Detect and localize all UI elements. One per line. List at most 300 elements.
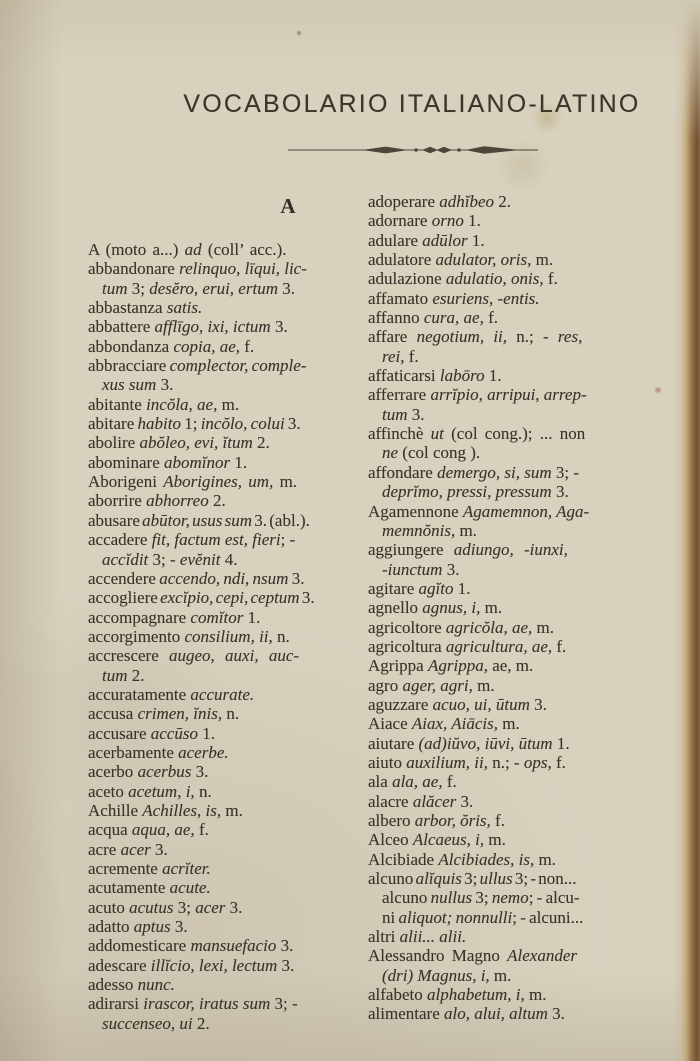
latin-text: evĕnit [179, 549, 225, 569]
italian-text: 4. [224, 549, 238, 569]
italian-text: alcuno [382, 888, 431, 908]
italian-text: 3; [131, 278, 150, 298]
italian-text: alfabeto [368, 985, 427, 1005]
dictionary-entry-line [368, 308, 668, 327]
latin-text: augeo, auxi, auc- [169, 646, 300, 666]
latin-text: incŏlo, colui [200, 414, 288, 434]
latin-text: habito [137, 414, 185, 434]
italian-text: f. [240, 336, 255, 356]
latin-text: ne [382, 443, 403, 463]
italian-text: accrescere [88, 646, 170, 666]
italian-text: 3; [177, 897, 196, 917]
dictionary-entry-line [368, 405, 668, 424]
latin-text: succenseo, ui [102, 1013, 197, 1033]
italian-text: abbattere [88, 317, 155, 337]
italian-text: agitare [368, 578, 419, 598]
italian-text: abusare [88, 510, 143, 530]
latin-text: excĭpio, cepi, ceptum [160, 588, 302, 608]
italian-text: ; - alcuni... [512, 907, 584, 927]
italian-text: abominare [88, 452, 164, 472]
dictionary-entry-line [88, 762, 377, 781]
italian-text: accorgimento [88, 626, 185, 646]
dictionary-entry-line [368, 946, 668, 965]
latin-text: ops, [523, 752, 552, 772]
latin-text: acer [120, 839, 156, 859]
italian-text: accadere [88, 530, 152, 550]
dictionary-entry-line [88, 685, 377, 704]
italian-text: 3. [160, 375, 174, 395]
italian-text: aborrire [88, 491, 147, 511]
italian-text: (col cong.); ... non [451, 424, 586, 444]
dictionary-entry-line [368, 869, 668, 888]
page-title: VOCABOLARIO ITALIANO-LATINO [183, 90, 641, 118]
italian-text: 3. [301, 588, 315, 608]
italian-text: Alcibiade [368, 849, 439, 869]
italian-text: m. [534, 849, 556, 869]
italian-text: 1. [247, 607, 261, 627]
left-column [88, 240, 377, 1033]
latin-text: Achilles, is, [142, 800, 222, 820]
dictionary-entry-line [368, 231, 668, 250]
dictionary-entry-line [88, 317, 377, 336]
dictionary-entry-line [88, 569, 377, 588]
dictionary-entry-line [88, 337, 377, 356]
latin-text: comĭtor [190, 607, 248, 627]
latin-text: relinquo, līqui, lic- [179, 259, 307, 279]
dictionary-entry-line [88, 627, 377, 646]
dictionary-entry-line [368, 424, 668, 443]
italian-text: accusa [88, 704, 138, 724]
italian-text: 3; - [274, 994, 298, 1014]
latin-text: Alcaeus, i, [412, 830, 485, 850]
italian-text: n.; - [507, 327, 558, 347]
dictionary-entry-line [88, 820, 377, 839]
latin-text: adiungo, -iunxi, [453, 540, 568, 560]
latin-text: aliquot; nonnulli [398, 907, 513, 927]
italian-text: 3; - non... [514, 869, 577, 889]
latin-text: orno [431, 211, 469, 231]
latin-text: acer [195, 897, 230, 917]
italian-text: accendere [88, 568, 160, 588]
latin-text: illĭcio, lexi, lectum [150, 955, 282, 975]
italian-text: 2. [257, 433, 270, 453]
latin-text: ut [430, 424, 452, 444]
latin-text: agricŏla, ae, [445, 617, 533, 637]
italian-text: affare [368, 327, 417, 347]
latin-text: labōro [439, 366, 489, 386]
italian-text: adulazione [368, 269, 446, 289]
italian-text: ; - alcu- [528, 888, 580, 908]
dictionary-entry-line [368, 714, 668, 733]
italian-text: alimentare [368, 1004, 444, 1024]
dictionary-entry-line [368, 211, 668, 230]
italian-text: accogliere [88, 588, 161, 608]
italian-text: 3. [274, 317, 288, 337]
latin-text: acetum, i, [128, 781, 195, 801]
latin-text: abhorreo [146, 491, 213, 511]
italian-text: n. [222, 704, 240, 724]
italian-text: accompagnare [88, 607, 191, 627]
dictionary-entry-line [368, 385, 668, 404]
italian-text: alcuno [368, 869, 416, 889]
dictionary-entry-line [88, 917, 377, 936]
italian-text: Aborigeni [88, 472, 164, 492]
dictionary-entry-line [88, 801, 377, 820]
dictionary-entry-line [368, 598, 668, 617]
latin-text: ala, ae, [392, 772, 443, 792]
italian-text: m. [221, 800, 243, 820]
italian-text: abolire [88, 433, 140, 453]
latin-text: auxilium, ii, [406, 752, 488, 772]
italian-text: (coll’ acc.). [201, 240, 287, 259]
italian-text: acerbo [88, 762, 138, 782]
latin-text: incŏla, ae, [146, 394, 218, 414]
italian-text: 3; [475, 888, 492, 908]
dictionary-entry-line [368, 521, 668, 540]
dictionary-entry-line [88, 782, 377, 801]
latin-text: res, [557, 327, 583, 347]
italian-text: m. [472, 675, 495, 695]
italian-text: ala [368, 772, 393, 792]
italian-text: adescare [88, 955, 151, 975]
italian-text: adulatore [368, 250, 436, 270]
dictionary-entry-line [368, 734, 668, 753]
dictionary-entry-line [368, 656, 668, 675]
italian-text: 3. (abl.). [254, 510, 310, 530]
italian-text: 1. [234, 452, 248, 472]
dictionary-entry-line [368, 1004, 668, 1023]
latin-text: tum [102, 278, 132, 298]
italian-text: f. [543, 269, 558, 289]
latin-text: acute. [169, 878, 211, 898]
italian-text: adoperare [368, 192, 440, 211]
latin-text: adhĭbeo [439, 192, 499, 211]
latin-text: adūlor [422, 230, 472, 250]
italian-text: 3. [195, 762, 209, 782]
italian-text: abitante [88, 394, 147, 414]
dictionary-entry-line [88, 724, 377, 743]
italian-text: agricoltore [368, 617, 446, 637]
italian-text: 1. [471, 230, 485, 250]
italian-text: agnello [368, 598, 423, 618]
italian-text: abbandonare [88, 259, 180, 279]
latin-text: agricultura, ae, [445, 636, 553, 656]
dictionary-entry-line [88, 878, 377, 897]
italian-text: acqua [88, 820, 132, 840]
dictionary-entry-line [88, 550, 377, 569]
dictionary-entry-line [88, 511, 377, 530]
latin-text: esuriens, -entis. [432, 288, 540, 308]
latin-text: deprĭmo, pressi, pressum [382, 482, 556, 502]
dictionary-entry-line [368, 695, 668, 714]
latin-text: nunc. [137, 975, 175, 995]
italian-text: 3. [155, 839, 168, 859]
italian-text: abitare [88, 414, 138, 434]
italian-text: m. [524, 985, 547, 1005]
latin-text: abŏleo, evi, ĭtum [139, 433, 258, 453]
italian-text: altri [368, 927, 400, 947]
italian-text: m. [217, 394, 240, 414]
latin-text: fit, factum est, fieri [151, 530, 281, 550]
latin-text: agĭto [418, 578, 458, 598]
italian-text: Achille [88, 800, 143, 820]
italian-text: albero [368, 811, 415, 830]
italian-text: f. [483, 308, 498, 328]
italian-text: 3. [287, 414, 301, 434]
dictionary-entry-line [88, 530, 377, 549]
italian-text: accuratamente [88, 684, 191, 704]
latin-text: accendo, ndi, nsum [159, 568, 292, 588]
latin-text: Alcibiades, is, [438, 849, 535, 869]
dictionary-entry-line [88, 840, 377, 859]
latin-text: aqua, ae, [131, 820, 195, 840]
italian-text: accusare [88, 723, 151, 743]
italian-text: 3. [411, 404, 425, 424]
latin-text: copia, ae, [173, 336, 241, 356]
italian-text: 3; - [555, 462, 580, 482]
latin-text: xus sum [102, 375, 161, 395]
latin-text: tum [382, 404, 412, 424]
latin-text: Alexander [507, 946, 578, 966]
italian-text: 1. [488, 366, 502, 386]
italian-text: 1. [468, 211, 481, 231]
italian-text: 3. [229, 897, 243, 917]
latin-text: ad [184, 240, 202, 259]
dictionary-entry-line [368, 502, 668, 521]
italian-text: acutamente [88, 878, 170, 898]
italian-text: Alessandro Magno [368, 946, 508, 966]
italian-text: afferrare [368, 385, 431, 405]
dictionary-entry-line [88, 259, 377, 278]
italian-text: m. [489, 965, 512, 985]
italian-text: Alceo [368, 830, 413, 850]
italian-text: f. [194, 820, 209, 840]
italian-text: 3. [534, 694, 547, 714]
dictionary-entry-line [368, 463, 668, 482]
latin-text: (ad)iŭvo, iūvi, ūtum [418, 733, 557, 753]
dictionary-entry-line [368, 985, 668, 1004]
italian-text: 2. [212, 491, 226, 511]
dictionary-entry-line [88, 472, 377, 491]
italian-text: f. [442, 772, 457, 792]
latin-text: abomĭnor [164, 452, 235, 472]
dictionary-entry-line [88, 608, 377, 627]
latin-text: cura, ae, [423, 308, 484, 328]
latin-text: negotium, ii, [416, 327, 508, 347]
italian-text: 1. [457, 578, 471, 598]
latin-text: (dri) Magnus, i, [382, 965, 490, 985]
latin-text: ager, agri, [402, 675, 473, 695]
latin-text: rei, [382, 346, 405, 366]
italian-text: ; - [280, 530, 296, 550]
italian-text: n.; - [487, 752, 524, 772]
dictionary-entry-line [368, 540, 668, 559]
latin-text: Aborigines, um, [163, 472, 274, 492]
italian-text: A (moto a...) [88, 240, 185, 259]
italian-text: abbondanza [88, 336, 174, 356]
italian-text: aiutare [368, 733, 419, 753]
dictionary-entry-line [88, 1014, 377, 1033]
italian-text: ni [382, 907, 399, 927]
italian-text: ae, m. [487, 656, 534, 676]
italian-text: Agrippa [368, 656, 428, 676]
italian-text: aguzzare [368, 694, 433, 714]
italian-text: m. [531, 250, 554, 270]
dictionary-entry-line [88, 994, 377, 1013]
latin-text: alphabetum, i, [427, 985, 525, 1005]
dictionary-entry-line [368, 482, 668, 501]
dictionary-entry-line [368, 192, 668, 211]
italian-text: f. [551, 752, 566, 772]
dictionary-entry-line [368, 850, 668, 869]
dictionary-entry-line [88, 453, 377, 472]
italian-text: alacre [368, 791, 413, 811]
dictionary-entry-line [368, 250, 668, 269]
latin-text: -iunctum [382, 559, 447, 579]
italian-text: adornare [368, 211, 432, 231]
dictionary-entry-line [368, 772, 668, 791]
dictionary-entry-line [368, 927, 668, 946]
latin-text: memnŏnis, [382, 520, 456, 540]
divider-ornament-icon [288, 143, 538, 162]
dictionary-entry-line [88, 279, 377, 298]
italian-text: 2. [196, 1013, 210, 1033]
dictionary-entry-line [88, 666, 377, 685]
dictionary-entry-line [368, 327, 668, 346]
italian-text: f. [404, 346, 419, 366]
latin-text: arbor, ŏris, [414, 811, 491, 830]
latin-text: alii... alii. [399, 927, 467, 947]
italian-text: acre [88, 839, 121, 859]
dictionary-entry-line [88, 859, 377, 878]
latin-text: adulatio, onis, [445, 269, 544, 289]
latin-text: acerbus [137, 762, 196, 782]
latin-text: alăcer [412, 791, 461, 811]
dictionary-entry-line [88, 956, 377, 975]
italian-text: f. [490, 811, 505, 830]
latin-text: irascor, iratus sum [143, 994, 275, 1014]
italian-text: 3; [464, 869, 480, 889]
dictionary-entry-line [88, 588, 377, 607]
latin-text: acerbe. [178, 742, 229, 762]
italian-text: (col cong ). [402, 443, 481, 463]
latin-text: arrĭpio, arripui, arrep- [430, 385, 587, 405]
dictionary-entry-line [368, 637, 668, 656]
dictionary-entry-line [88, 704, 377, 723]
italian-text: affamato [368, 288, 433, 308]
latin-text: demergo, si, sum [437, 462, 556, 482]
italian-text: 3. [555, 482, 569, 502]
dictionary-entry-line [368, 811, 668, 830]
latin-text: satis. [166, 298, 203, 318]
dictionary-entry-line [368, 347, 668, 366]
dictionary-entry-line [88, 975, 377, 994]
italian-text: Agamennone [368, 501, 463, 521]
italian-text: abbracciare [88, 356, 170, 376]
dictionary-entry-line [368, 753, 668, 772]
italian-text: 3. [460, 791, 474, 811]
page-edge-shadow [674, 0, 700, 1061]
italian-text: 3. [282, 278, 295, 298]
italian-text: m. [497, 714, 520, 734]
italian-text: aiuto [368, 752, 407, 772]
italian-text: 3. [446, 559, 460, 579]
latin-text: Agrippa, [427, 656, 488, 676]
latin-text: Agamemnon, Aga- [462, 501, 590, 521]
dictionary-entry-line [368, 792, 668, 811]
dictionary-entry-line [88, 375, 377, 394]
italian-text: affaticarsi [368, 366, 440, 386]
latin-text: accurate. [190, 684, 255, 704]
latin-text: consilium, ii, [184, 626, 273, 646]
italian-text: 3. [280, 936, 294, 956]
latin-text: crimen, ĭnis, [137, 704, 223, 724]
italian-text: affinchè [368, 424, 431, 444]
dictionary-entry-line [368, 888, 668, 907]
italian-text: adesso [88, 975, 138, 995]
dictionary-entry-line [368, 676, 668, 695]
italian-text: agricoltura [368, 636, 446, 656]
italian-text: Aiace [368, 714, 412, 734]
dictionary-entry-line [88, 414, 377, 433]
dictionary-entry-line [368, 908, 668, 927]
latin-text: acuo, ui, ūtum [432, 694, 535, 714]
italian-text: 3. [552, 1004, 565, 1024]
dictionary-entry-line [88, 646, 377, 665]
dictionary-entry-line [88, 395, 377, 414]
italian-text: f. [552, 636, 567, 656]
latin-text: afflīgo, ixi, ictum [154, 317, 275, 337]
latin-text: accūso [150, 723, 203, 743]
dictionary-entry-line [88, 433, 377, 452]
italian-text: acuto [88, 897, 130, 917]
italian-text: acremente [88, 859, 163, 878]
italian-text: addomesticare [88, 936, 191, 956]
italian-text: m. [455, 520, 477, 540]
italian-text: 3; - [152, 549, 180, 569]
italian-text: 3. [291, 568, 305, 588]
latin-text: alĭquis [415, 869, 465, 889]
italian-text: aceto [88, 781, 129, 801]
latin-text: accĭdit [102, 549, 153, 569]
italian-text: m. [484, 830, 506, 850]
dictionary-entry-line [368, 269, 668, 288]
latin-text: adulator, oris, [435, 250, 532, 270]
latin-text: acutus [129, 897, 178, 917]
dictionary-entry-line [88, 743, 377, 762]
latin-text: nemo [491, 888, 529, 908]
italian-text: n. [272, 626, 290, 646]
dictionary-entry-line [88, 240, 377, 259]
italian-text: m. [273, 472, 298, 492]
latin-text: Aiax, Aiācis, [411, 714, 498, 734]
italian-text: adulare [368, 230, 423, 250]
dictionary-entry-line [368, 443, 668, 462]
dictionary-entry-line [368, 830, 668, 849]
latin-text: alo, alui, altum [444, 1004, 553, 1024]
italian-text: aggiungere [368, 540, 454, 560]
section-letter: A [280, 194, 296, 218]
dictionary-entry-line [368, 289, 668, 308]
italian-text: 3. [174, 917, 188, 937]
italian-text: abbastanza [88, 298, 167, 318]
dictionary-entry-line [368, 366, 668, 385]
dictionary-entry-line [88, 898, 377, 917]
latin-text: tum [102, 665, 132, 685]
latin-text: complector, comple- [169, 356, 307, 376]
italian-text: 3. [281, 955, 295, 975]
latin-text: acrĭter. [162, 859, 211, 878]
